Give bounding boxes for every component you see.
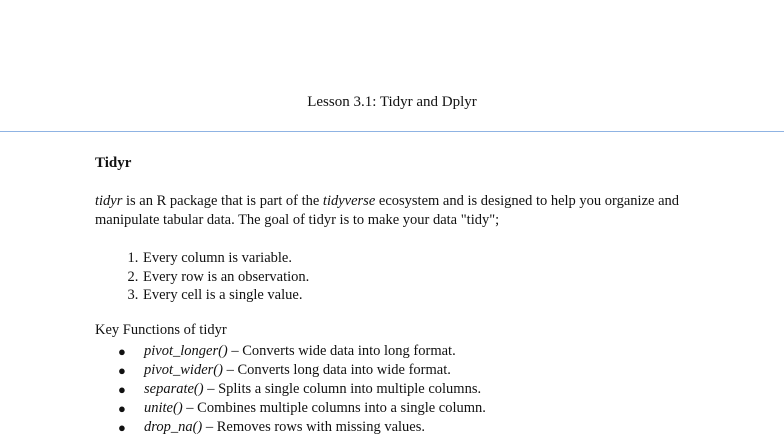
bullet-icon: ● [118,400,126,416]
intro-text-2: ecosystem and is designed to help you organize and manipulate tabular data. The goal of tidyr is to make your data "tidy"; [95,193,680,228]
function-item [118,380,715,399]
functions-heading: Key Functions of tidyr [95,321,227,338]
intro-text-1: is an R package that is part of the [122,193,323,209]
intro-ecosystem: tidyverse [322,193,376,209]
function-name: separate() [144,380,204,397]
function-name: drop_na() [144,418,203,435]
function-item [118,418,715,437]
function-desc: – Converts wide data into long format. [227,342,456,359]
tidy-rules-list [95,249,715,305]
bullet-icon: ● [118,362,126,378]
function-item [118,361,715,380]
function-desc: – Removes rows with missing values. [202,418,425,435]
rule-item: 2. Every row is an observation. [142,268,715,287]
intro-term: tidyr [95,193,123,209]
function-desc: – Splits a single column into multiple columns. [203,380,482,397]
functions-list [95,342,715,437]
intro-paragraph [95,192,715,230]
rule-item: 1. Every column is variable. [142,249,715,268]
header-divider [0,131,784,132]
bullet-icon: ● [118,381,126,397]
function-desc: – Combines multiple columns into a single column. [182,399,486,416]
document-body [95,154,715,437]
page-header-title: Lesson 3.1: Tidyr and Dplyr [307,94,477,110]
function-item [118,342,715,361]
function-desc: – Converts long data into wide format. [222,361,451,378]
function-item [118,399,715,418]
rule-item: 3. Every cell is a single value. [142,286,715,305]
bullet-icon: ● [118,419,126,435]
function-name: pivot_longer() [144,342,228,359]
function-name: unite() [144,399,183,416]
bullet-icon: ● [118,343,126,359]
function-name: pivot_wider() [144,361,223,378]
section-title: Tidyr [95,155,132,171]
